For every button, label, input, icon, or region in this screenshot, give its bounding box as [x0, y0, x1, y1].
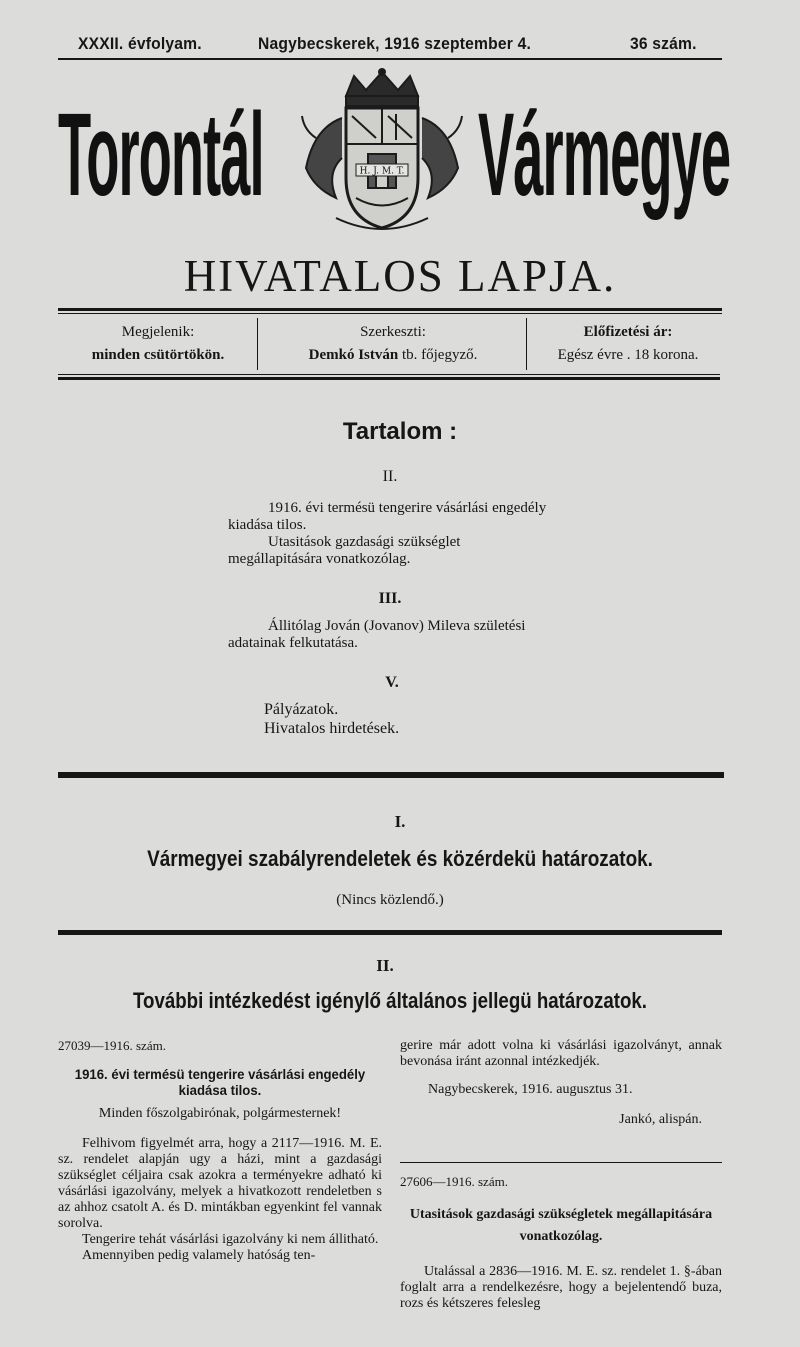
- masthead-title-left: Torontál: [58, 89, 264, 221]
- section-number: II.: [376, 956, 394, 975]
- toc-section-num: II.: [382, 468, 398, 485]
- toc-section-num: III.: [378, 590, 402, 607]
- section-note: (Nincs közlendő.): [336, 892, 444, 908]
- issue-number: 36 szám.: [630, 34, 697, 53]
- reference-number: 27606—1916. szám.: [400, 1174, 508, 1189]
- signature: Jankó, alispán.: [619, 1112, 702, 1127]
- paragraph: Felhivom figyelmét arra, hogy a 2117—1916. M. E. sz. rendelet alapján ugy a házi, mint a gazdasági szükséglet céljaira csak azokra a terményekre adható ki vásárlási igazolvány, melyek a hivatkozott rendeletben s az ahhoz csatolt A. és D. mintákban egyenkint fel vannak sorolva.: [58, 1136, 382, 1231]
- coat-of-arms-icon: [296, 68, 468, 240]
- paragraph: gerire már adott volna ki vásárlási igazolványt, annak bevonása iránt azonnal intézkedjék.: [400, 1038, 722, 1069]
- section-divider: [58, 772, 724, 778]
- toc-item: 1916. évi termésü tengerire vásárlási engedély kiadása tilos. Utasitások gazdasági szükséglet megállapitására vonatkozólag.: [228, 500, 547, 567]
- toc-item: Pályázatok. Hivatalos hirdetések.: [264, 701, 400, 737]
- place-date: Nagybecskerek, 1916 szeptember 4.: [258, 34, 531, 53]
- info-bottom-rule: [58, 377, 720, 380]
- publication-schedule: Megjelenik: minden csütörtökön.: [91, 324, 225, 363]
- header-rule: [58, 58, 722, 60]
- column-rule: [400, 1162, 722, 1163]
- subscription-price: Előfizetési ár: Egész évre . 18 korona.: [557, 324, 699, 363]
- article-heading: Utasitások gazdasági szükségletek megállapitására vonatkozólag.: [409, 1207, 713, 1244]
- crest-initials: H. J. M. T.: [359, 166, 405, 177]
- toc-title: Tartalom :: [342, 418, 458, 445]
- section-title: További intézkedést igénylő általános jellegü határozatok.: [132, 988, 648, 1013]
- section-divider: [58, 930, 722, 935]
- paragraph: Amennyiben pedig valamely hatóság ten-: [82, 1248, 316, 1263]
- editor-name: Demkó István: [308, 347, 399, 363]
- toc-item: Állitólag Jován (Jovanov) Mileva születési adatainak felkutatása.: [228, 618, 526, 651]
- date-line: Nagybecskerek, 1916. augusztus 31.: [428, 1082, 633, 1097]
- right-column-article: [400, 1174, 722, 1312]
- toc-section-num: V.: [385, 674, 399, 691]
- paragraph: Tengerire tehát vásárlási igazolvány ki nem állitható.: [82, 1232, 379, 1247]
- editor-block: Szerkeszti: Demkó István tb. főjegyző.: [308, 324, 478, 363]
- right-column: [400, 1038, 722, 1128]
- reference-number: 27039—1916. szám.: [58, 1038, 166, 1053]
- section-title: Vármegyei szabályrendeletek és közérdekü határozatok.: [147, 846, 653, 871]
- info-top-rule: [58, 308, 722, 311]
- paragraph: Utalással a 2836—1916. M. E. sz. rendelet 1. §-ában foglalt arra a rendelkezésre, hogy a bejelentendő buza, rozs és kétszeres felesleg: [400, 1264, 722, 1311]
- masthead-subtitle: HIVATALOS LAPJA.: [183, 251, 617, 301]
- left-column: [58, 1038, 382, 1264]
- addressee: Minden főszolgabirónak, polgármesternek!: [98, 1106, 342, 1121]
- section-number: I.: [394, 812, 406, 831]
- article-heading: 1916. évi termésü tengerire vásárlási engedély kiadása tilos.: [74, 1066, 366, 1098]
- masthead-title-right: Vármegye: [478, 89, 731, 221]
- volume-label: XXXII. évfolyam.: [78, 34, 202, 53]
